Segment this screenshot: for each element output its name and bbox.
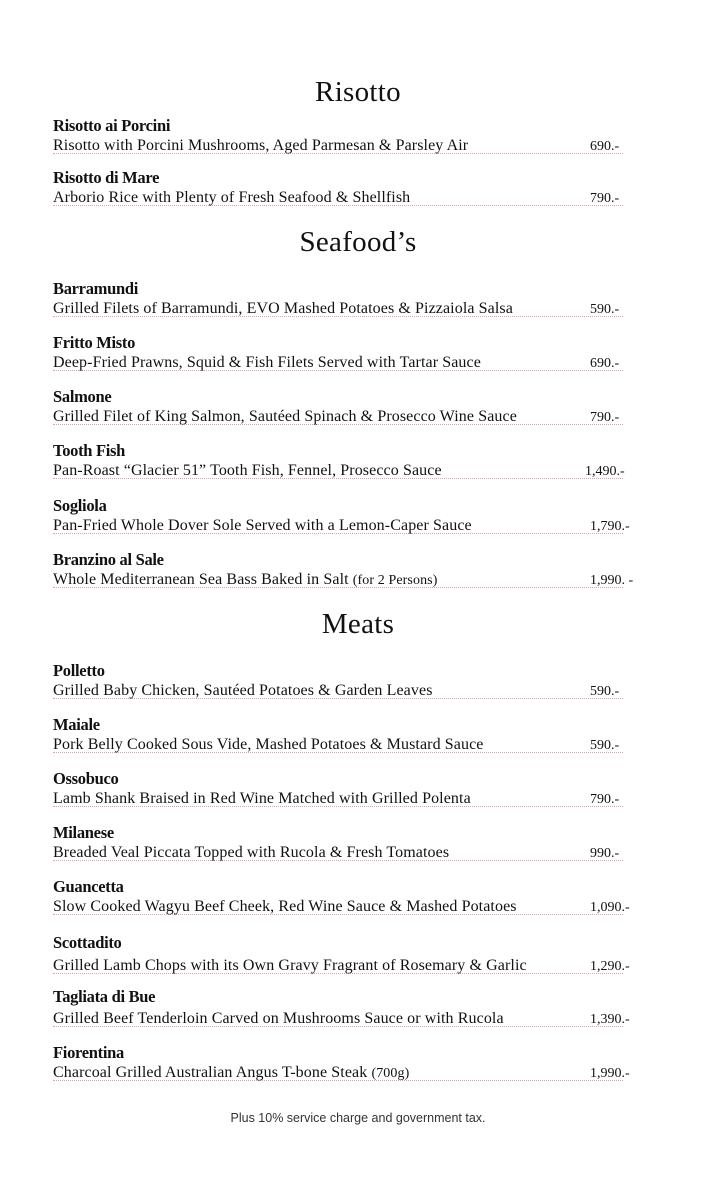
- item-description: Risotto with Porcini Mushrooms, Aged Parmesan & Parsley Air: [53, 137, 469, 154]
- item-description: Grilled Baby Chicken, Sautéed Potatoes & Garden Leaves: [53, 682, 433, 699]
- item-name: Salmone: [53, 387, 112, 406]
- item-price: 1,490.-: [585, 464, 625, 479]
- item-description: [53, 1063, 409, 1084]
- item-price: 990.-: [590, 846, 620, 861]
- menu-item-maiale: [53, 715, 633, 757]
- item-price: 1,290.-: [590, 959, 630, 974]
- item-description-text: Whole Mediterranean Sea Bass Baked in Salt: [53, 571, 349, 588]
- item-price: 590.-: [590, 302, 620, 317]
- menu-item-fritto-misto: [53, 333, 633, 375]
- item-name: Ossobuco: [53, 769, 119, 788]
- menu-item-risotto-di-mare: [53, 168, 633, 210]
- item-description: Slow Cooked Wagyu Beef Cheek, Red Wine Sauce & Mashed Potatoes: [53, 898, 517, 915]
- menu-item-barramundi: [53, 279, 633, 321]
- section-title-seafood: Seafood’s: [299, 226, 417, 258]
- menu-item-risotto-ai-porcini: [53, 116, 633, 158]
- item-price: 790.-: [590, 191, 620, 206]
- item-name: Fiorentina: [53, 1043, 124, 1062]
- menu-item-scottadito: [53, 933, 633, 978]
- item-price: 690.-: [590, 356, 620, 371]
- service-charge-note: Plus 10% service charge and government tax.: [230, 1111, 486, 1125]
- menu-item-milanese: [53, 823, 633, 865]
- item-description: Grilled Filets of Barramundi, EVO Mashed Potatoes & Pizzaiola Salsa: [53, 300, 513, 317]
- item-name: Barramundi: [53, 279, 139, 298]
- item-price: 1,990. -: [590, 573, 634, 588]
- item-price: 590.-: [590, 684, 620, 699]
- item-description: Deep-Fried Prawns, Squid & Fish Filets Served with Tartar Sauce: [53, 354, 481, 371]
- menu-item-ossobuco: [53, 769, 633, 811]
- section-title-meats: Meats: [321, 608, 395, 640]
- item-name: Sogliola: [53, 496, 107, 515]
- item-name: Scottadito: [53, 933, 122, 952]
- item-description: Arborio Rice with Plenty of Fresh Seafood & Shellfish: [53, 189, 411, 206]
- item-description: Grilled Lamb Chops with its Own Gravy Fragrant of Rosemary & Garlic: [53, 957, 527, 974]
- item-price: 590.-: [590, 738, 620, 753]
- item-description: Grilled Filet of King Salmon, Sautéed Spinach & Prosecco Wine Sauce: [53, 408, 517, 425]
- item-description: Lamb Shank Braised in Red Wine Matched with Grilled Polenta: [53, 790, 471, 807]
- item-name: Maiale: [53, 715, 100, 734]
- item-price: 690.-: [590, 139, 620, 154]
- item-description: [53, 570, 438, 591]
- item-name: Risotto di Mare: [53, 168, 160, 187]
- item-description: Pan-Fried Whole Dover Sole Served with a Lemon-Caper Sauce: [53, 517, 472, 534]
- item-description: Grilled Beef Tenderloin Carved on Mushrooms Sauce or with Rucola: [53, 1010, 504, 1027]
- item-description-text: Charcoal Grilled Australian Angus T-bone Steak: [53, 1064, 368, 1081]
- menu-item-guancetta: [53, 877, 633, 919]
- item-price: 1,990.-: [590, 1066, 630, 1081]
- item-name: Guancetta: [53, 877, 124, 896]
- item-description: Pan-Roast “Glacier 51” Tooth Fish, Fennel, Prosecco Sauce: [53, 462, 442, 479]
- item-price: 1,790.-: [590, 519, 630, 534]
- item-name: Tooth Fish: [53, 441, 126, 460]
- item-note: (700g): [371, 1066, 410, 1081]
- menu-item-tooth-fish: [53, 441, 633, 483]
- item-name: Tagliata di Bue: [53, 987, 156, 1006]
- item-note: (for 2 Persons): [352, 573, 438, 588]
- item-name: Fritto Misto: [53, 333, 136, 352]
- section-title-risotto: Risotto: [315, 76, 401, 108]
- menu-item-sogliola: [53, 496, 633, 538]
- menu-item-salmone: [53, 387, 633, 429]
- item-description: Breaded Veal Piccata Topped with Rucola & Fresh Tomatoes: [53, 844, 450, 861]
- item-name: Branzino al Sale: [53, 550, 164, 569]
- item-price: 790.-: [590, 792, 620, 807]
- item-name: Milanese: [53, 823, 114, 842]
- item-price: 790.-: [590, 410, 620, 425]
- item-description: Pork Belly Cooked Sous Vide, Mashed Potatoes & Mustard Sauce: [53, 736, 484, 753]
- menu-item-polletto: [53, 661, 633, 703]
- item-name: Polletto: [53, 661, 105, 680]
- item-price: 1,390.-: [590, 1012, 630, 1027]
- menu-item-branzino-al-sale: [53, 550, 633, 592]
- menu-item-tagliata-di-bue: [53, 987, 633, 1031]
- item-price: 1,090.-: [590, 900, 630, 915]
- menu-item-fiorentina: [53, 1043, 633, 1085]
- item-name: Risotto ai Porcini: [53, 116, 171, 135]
